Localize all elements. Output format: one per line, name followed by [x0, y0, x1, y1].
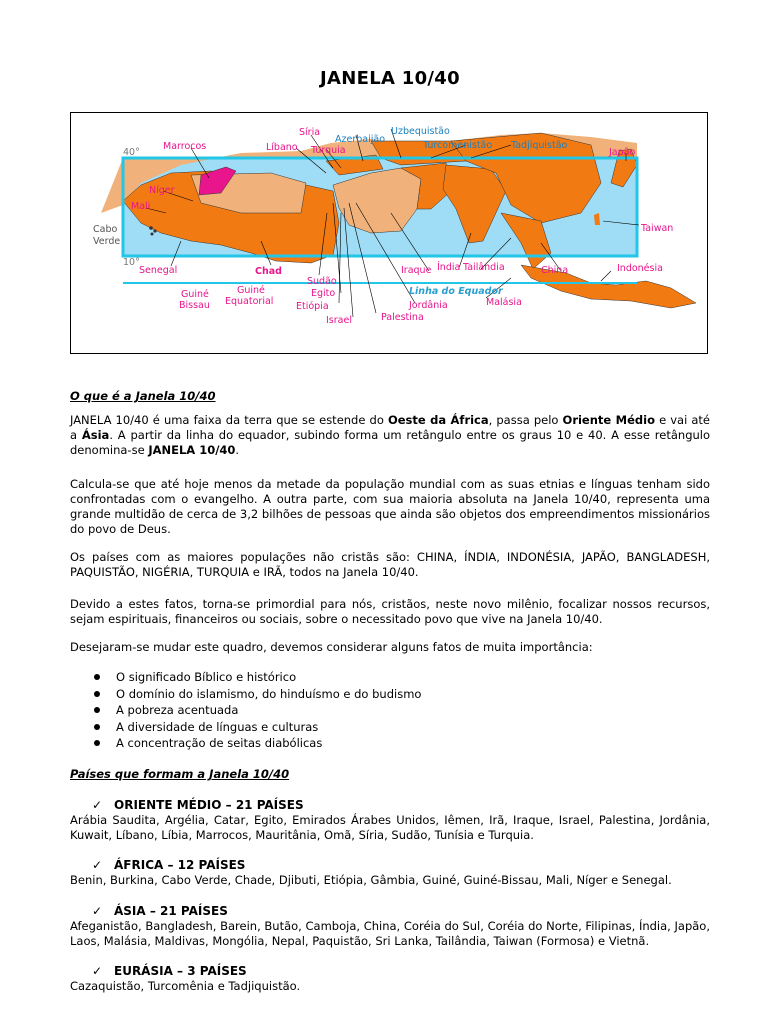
label-turquia: Turquia — [311, 145, 346, 156]
checkmark-icon: ✓ — [92, 964, 103, 978]
region-title: ÁSIA – 21 PAÍSES — [114, 904, 228, 918]
label-taiwan: Taiwan — [641, 223, 674, 234]
bullet-icon — [94, 691, 100, 697]
bullet-icon — [94, 724, 100, 730]
paragraph-population: Calcula-se que até hoje menos da metade da população mundial com as suas etnias e línguas tenham sido confrontadas com o evangelho. A outra parte, com sua maioria absoluta na Janela 10/40, representa uma grande multidão de cerca de 3,2 bilhões de pessoas que ainda são objetos dos empreendimentos missionários do povo de Deus. — [70, 477, 710, 536]
region-country-list: Cazaquistão, Turcomênia e Tadjiquistão. — [70, 979, 301, 993]
label-azerbaijao: Azerbaijão — [335, 134, 386, 145]
paragraph-definition: JANELA 10/40 é uma faixa da terra que se estende do Oeste da África, passa pelo Oriente Médio e vai até a Ásia. A partir da linha do equador, subindo forma um retângulo entre os graus 10 e 40. A esse retângulo denomina-se JANELA 10/40. — [70, 413, 711, 457]
region-title: ÁFRICA – 12 PAÍSES — [114, 858, 246, 872]
label-verde: Verde — [93, 236, 121, 247]
paragraph-largest-populations: Os países com as maiores populações não cristãs são: CHINA, ÍNDIA, INDONÉSIA, JAPÃO, BANGLADESH, PAQUISTÃO, NIGÉRIA, TURQUIA e IRÃ, todos na Janela 10/40. — [70, 550, 710, 579]
label-tadjiquistao: Tadjiquistão — [511, 140, 568, 151]
list-item: A pobreza acentuada — [94, 702, 421, 719]
paragraph-facts-intro: Desejaram-se mudar este quadro, devemos considerar alguns fatos de muita importância: — [70, 640, 593, 654]
region-middle-east — [70, 797, 710, 843]
bullet-icon — [94, 707, 100, 713]
label-uzbequistao: Uzbequistão — [391, 126, 450, 137]
label-etiopia: Etiópia — [296, 301, 329, 312]
facts-list — [94, 669, 421, 752]
label-niger: Níger — [149, 185, 175, 196]
region-title: ORIENTE MÉDIO – 21 PAÍSES — [114, 798, 304, 812]
label-guine-equatorial-1: Guiné — [237, 285, 265, 296]
label-linha-equador: Linha do Equador — [409, 286, 503, 297]
label-palestina: Palestina — [381, 312, 424, 323]
label-guine-bissau-1: Guiné — [181, 289, 209, 300]
document-title: JANELA 10/40 — [320, 68, 460, 89]
label-sudao: Sudão — [307, 276, 337, 287]
region-country-list: Benin, Burkina, Cabo Verde, Chade, Djibuti, Etiópia, Gâmbia, Guiné, Guiné-Bissau, Mali, Níger e Senegal. — [70, 873, 672, 887]
region-country-list: Arábia Saudita, Argélia, Catar, Egito, Emirados Árabes Unidos, Iêmen, Irã, Iraque, Israel, Palestina, Jordânia, Kuwait, Líbano, Líbia, Marrocos, Mauritânia, Omã, Síria, Sudão, Tunísia e Turquia. — [70, 813, 710, 842]
checkmark-icon: ✓ — [92, 904, 103, 918]
label-turcomenistao: Turcomenistão — [423, 140, 493, 151]
list-item: O significado Bíblico e histórico — [94, 669, 421, 686]
label-egito: Egito — [311, 288, 336, 299]
label-guine-bissau-2: Bissau — [179, 300, 210, 311]
paragraph-focus: Devido a estes fatos, torna-se primordial para nós, cristãos, neste novo milênio, focalizar nossos recursos, sejam espirituais, financeiros ou sociais, sobre o necessitado povo que vive na Janela 10/40. — [70, 597, 710, 626]
label-iraque: Iraque — [401, 265, 432, 276]
taiwan-land — [594, 213, 600, 225]
label-indonesia: Indonésia — [617, 263, 663, 274]
region-country-list: Afeganistão, Bangladesh, Barein, Butão, Camboja, China, Coréia do Sul, Coréia do Norte, Filipinas, Índia, Japão, Laos, Malásia, Maldivas, Mongólia, Nepal, Paquistão, Sri Lanka, Tailândia, Taiwan (Formosa) e Vietnã. — [70, 919, 710, 948]
window-1040-map — [70, 112, 708, 354]
label-japao: Japão — [609, 147, 636, 158]
label-chad: Chad — [255, 266, 282, 277]
label-lat10: 10° — [123, 257, 140, 268]
checkmark-icon: ✓ — [92, 798, 103, 812]
list-item: A diversidade de línguas e culturas — [94, 719, 421, 736]
list-item: A concentração de seitas diabólicas — [94, 735, 421, 752]
region-title: EURÁSIA – 3 PAÍSES — [114, 964, 247, 978]
label-mali: Mali — [131, 201, 151, 212]
section-heading-intro: O que é a Janela 10/40 — [70, 389, 216, 403]
region-asia — [70, 903, 710, 949]
map-graphic — [71, 113, 708, 354]
checkmark-icon: ✓ — [92, 858, 103, 872]
label-cabo: Cabo — [93, 224, 118, 235]
label-india: Índia — [437, 262, 461, 273]
label-jordania: Jordânia — [409, 300, 448, 311]
section-heading-countries: Países que formam a Janela 10/40 — [70, 767, 290, 781]
label-malasia: Malásia — [486, 297, 522, 308]
label-siria: Síria — [299, 127, 321, 138]
label-marrocos: Marrocos — [163, 141, 207, 152]
label-israel: Israel — [326, 315, 352, 326]
region-africa — [70, 857, 710, 888]
label-china: China — [541, 265, 569, 276]
label-libano: Líbano — [266, 142, 298, 153]
bullet-icon — [94, 674, 100, 680]
label-senegal: Senegal — [139, 265, 178, 276]
label-tailandia: Tailândia — [463, 262, 505, 273]
list-item: O domínio do islamismo, do hinduísmo e do budismo — [94, 686, 421, 703]
label-guine-equatorial-2: Equatorial — [225, 296, 274, 307]
bullet-icon — [94, 740, 100, 746]
label-lat40: 40° — [123, 147, 140, 158]
region-eurasia — [70, 963, 710, 994]
